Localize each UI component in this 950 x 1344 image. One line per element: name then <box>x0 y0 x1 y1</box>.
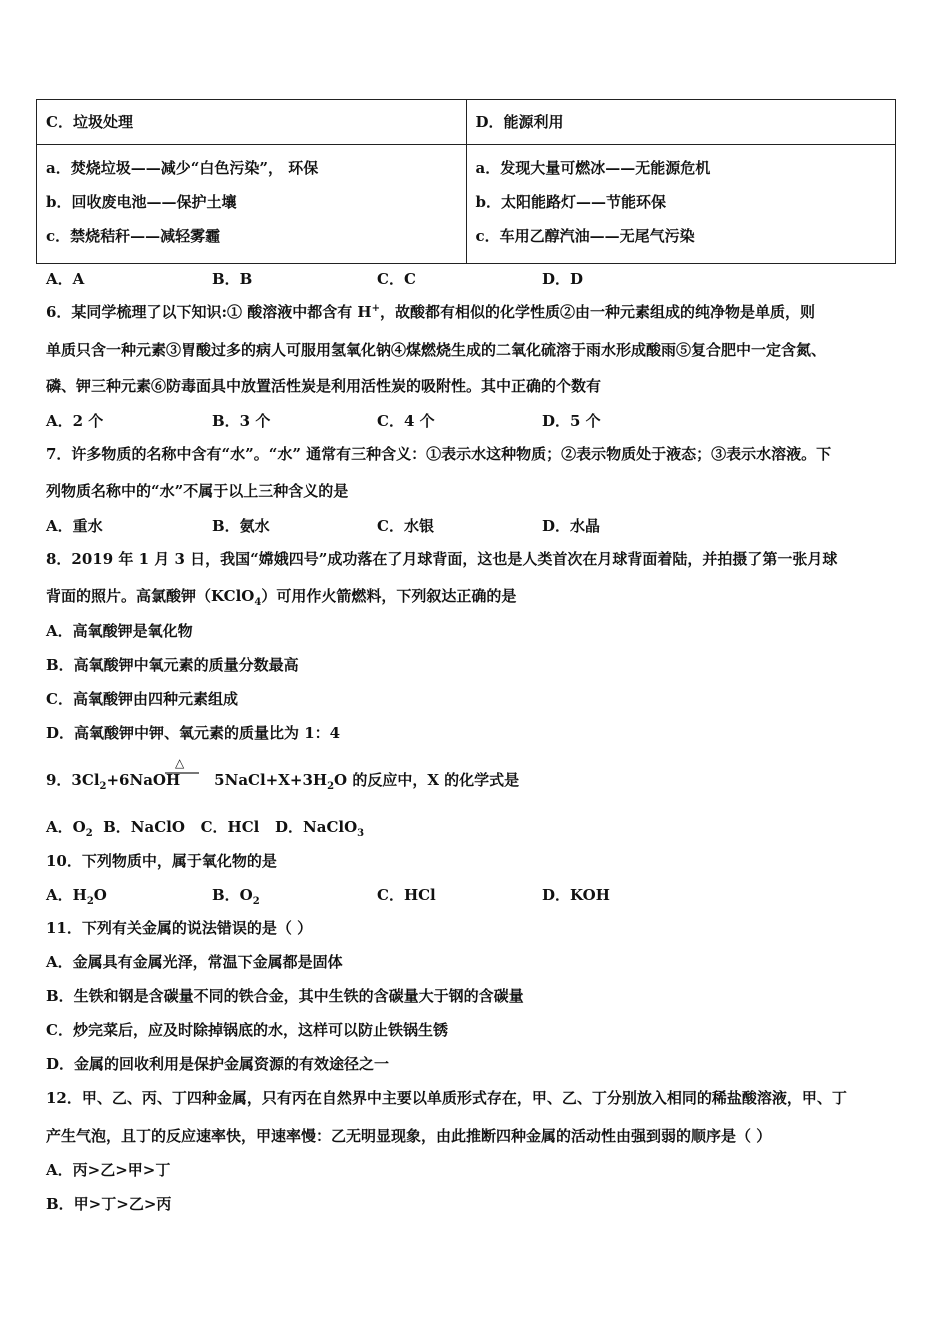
choice-d[interactable]: D．5 个 <box>542 412 601 430</box>
choice-b[interactable]: B．3 个 <box>212 412 271 430</box>
q8-option-d[interactable]: D．高氧酸钾中钾、氧元素的质量比为 1：4 <box>46 724 341 742</box>
q12-option-b[interactable]: B．甲>丁>乙>丙 <box>46 1195 172 1213</box>
choice-c[interactable]: C．水银 <box>377 517 434 535</box>
table-item: a．发现大量可燃冰——无能源危机 <box>475 159 711 177</box>
table-cell-c <box>37 145 467 264</box>
choice-c[interactable]: C．HCl <box>377 886 436 904</box>
choice-a[interactable]: A．重水 <box>46 517 103 535</box>
q12-option-a[interactable]: A．丙>乙>甲>丁 <box>46 1161 171 1179</box>
q12-line-1: 12．甲、乙、丙、丁四种金属，只有丙在自然界中主要以单质形式存在，甲、乙、丁分别放入相同的稀盐酸溶液，甲、丁 <box>46 1089 847 1107</box>
q11-option-b[interactable]: B．生铁和钢是含碳量不同的铁合金，其中生铁的含碳量大于钢的含碳量 <box>46 987 524 1005</box>
q8-option-c[interactable]: C．高氧酸钾由四种元素组成 <box>46 690 238 708</box>
q6-line-1: 6．某同学梳理了以下知识:① 酸溶液中都含有 H+，故酸都有相似的化学性质②由一种元素组成的纯净物是单质，则 <box>46 303 815 321</box>
choice-d[interactable]: D．D <box>542 270 584 288</box>
table-item: b．太阳能路灯——节能环保 <box>475 193 666 211</box>
q11-option-c[interactable]: C．炒完菜后，应及时除掉锅底的水，这样可以防止铁锅生锈 <box>46 1021 448 1039</box>
choice-b[interactable]: B．氨水 <box>212 517 270 535</box>
q7-line-2: 列物质名称中的“水”不属于以上三种含义的是 <box>46 482 349 500</box>
q8-line-1: 8．2019 年 1 月 3 日，我国“嫦娥四号”成功落在了月球背面，这也是人类首次在月球背面着陆，并拍摄了第一张月球 <box>46 550 838 568</box>
q8-option-a[interactable]: A．高氧酸钾是氧化物 <box>46 622 193 640</box>
options-table <box>36 99 896 264</box>
table-cell-d <box>466 145 896 264</box>
table-item: c．禁烧秸秆——减轻雾霾 <box>46 227 221 245</box>
q12-line-2: 产生气泡，且丁的反应速率快，甲速率慢：乙无明显现象，由此推断四种金属的活动性由强到弱的顺序是（ ） <box>46 1127 772 1145</box>
q8-line-2: 背面的照片。高氯酸钾（KClO$_4$）可用作火箭燃料，下列叙达正确的是 <box>46 587 517 608</box>
table-item: b．回收废电池——保护土壤 <box>46 193 237 211</box>
q9-line: 9．$3Cl_2+6NaOH$ $5NaCl+X+3H_2O$ 的反应中，X 的化学式是 <box>46 771 520 792</box>
q11-option-a[interactable]: A．金属具有金属光泽，常温下金属都是固体 <box>46 953 343 971</box>
table-item: c．车用乙醇汽油——无尾气污染 <box>475 227 695 245</box>
choice-c[interactable]: C．4 个 <box>377 412 435 430</box>
choice-a[interactable]: A．$H_2O$ <box>46 886 107 907</box>
q6-line-3: 磷、钾三种元素⑥防毒面具中放置活性炭是利用活性炭的吸附性。其中正确的个数有 <box>46 377 602 395</box>
choice-b[interactable]: B．$O_2$ <box>212 886 260 907</box>
table-item: a．焚烧垃圾——减少“白色污染”， 环保 <box>46 159 319 177</box>
choice-d[interactable]: D．KOH <box>542 886 610 904</box>
choice-b[interactable]: B．B <box>212 270 253 288</box>
q10-line: 10．下列物质中，属于氧化物的是 <box>46 852 277 870</box>
table-header-c: C．垃圾处理 <box>37 100 467 145</box>
choice-d[interactable]: D．水晶 <box>542 517 601 535</box>
choice-c[interactable]: C．C <box>377 270 416 288</box>
q11-option-d[interactable]: D．金属的回收利用是保护金属资源的有效途径之一 <box>46 1055 390 1073</box>
q6-line-2: 单质只含一种元素③胃酸过多的病人可服用氢氧化钠④煤燃烧生成的二氧化硫溶于雨水形成酸雨⑤复合肥中一定含氮、 <box>46 341 827 359</box>
table-header-d: D．能源利用 <box>466 100 896 145</box>
q7-line-1: 7．许多物质的名称中含有“水”。“水” 通常有三种含义：①表示水这种物质；②表示物质处于液态；③表示水溶液。下 <box>46 445 832 463</box>
q11-line: 11．下列有关金属的说法错误的是（ ） <box>46 919 313 937</box>
choice-a[interactable]: A．2 个 <box>46 412 104 430</box>
heat-condition-mark: △ <box>175 756 185 770</box>
q9-choices[interactable]: A．$O_2$ B．NaClO C．HCl D．NaClO$_3$ <box>46 818 365 839</box>
q8-option-b[interactable]: B．高氧酸钾中氧元素的质量分数最高 <box>46 656 299 674</box>
choice-a[interactable]: A．A <box>46 270 85 288</box>
